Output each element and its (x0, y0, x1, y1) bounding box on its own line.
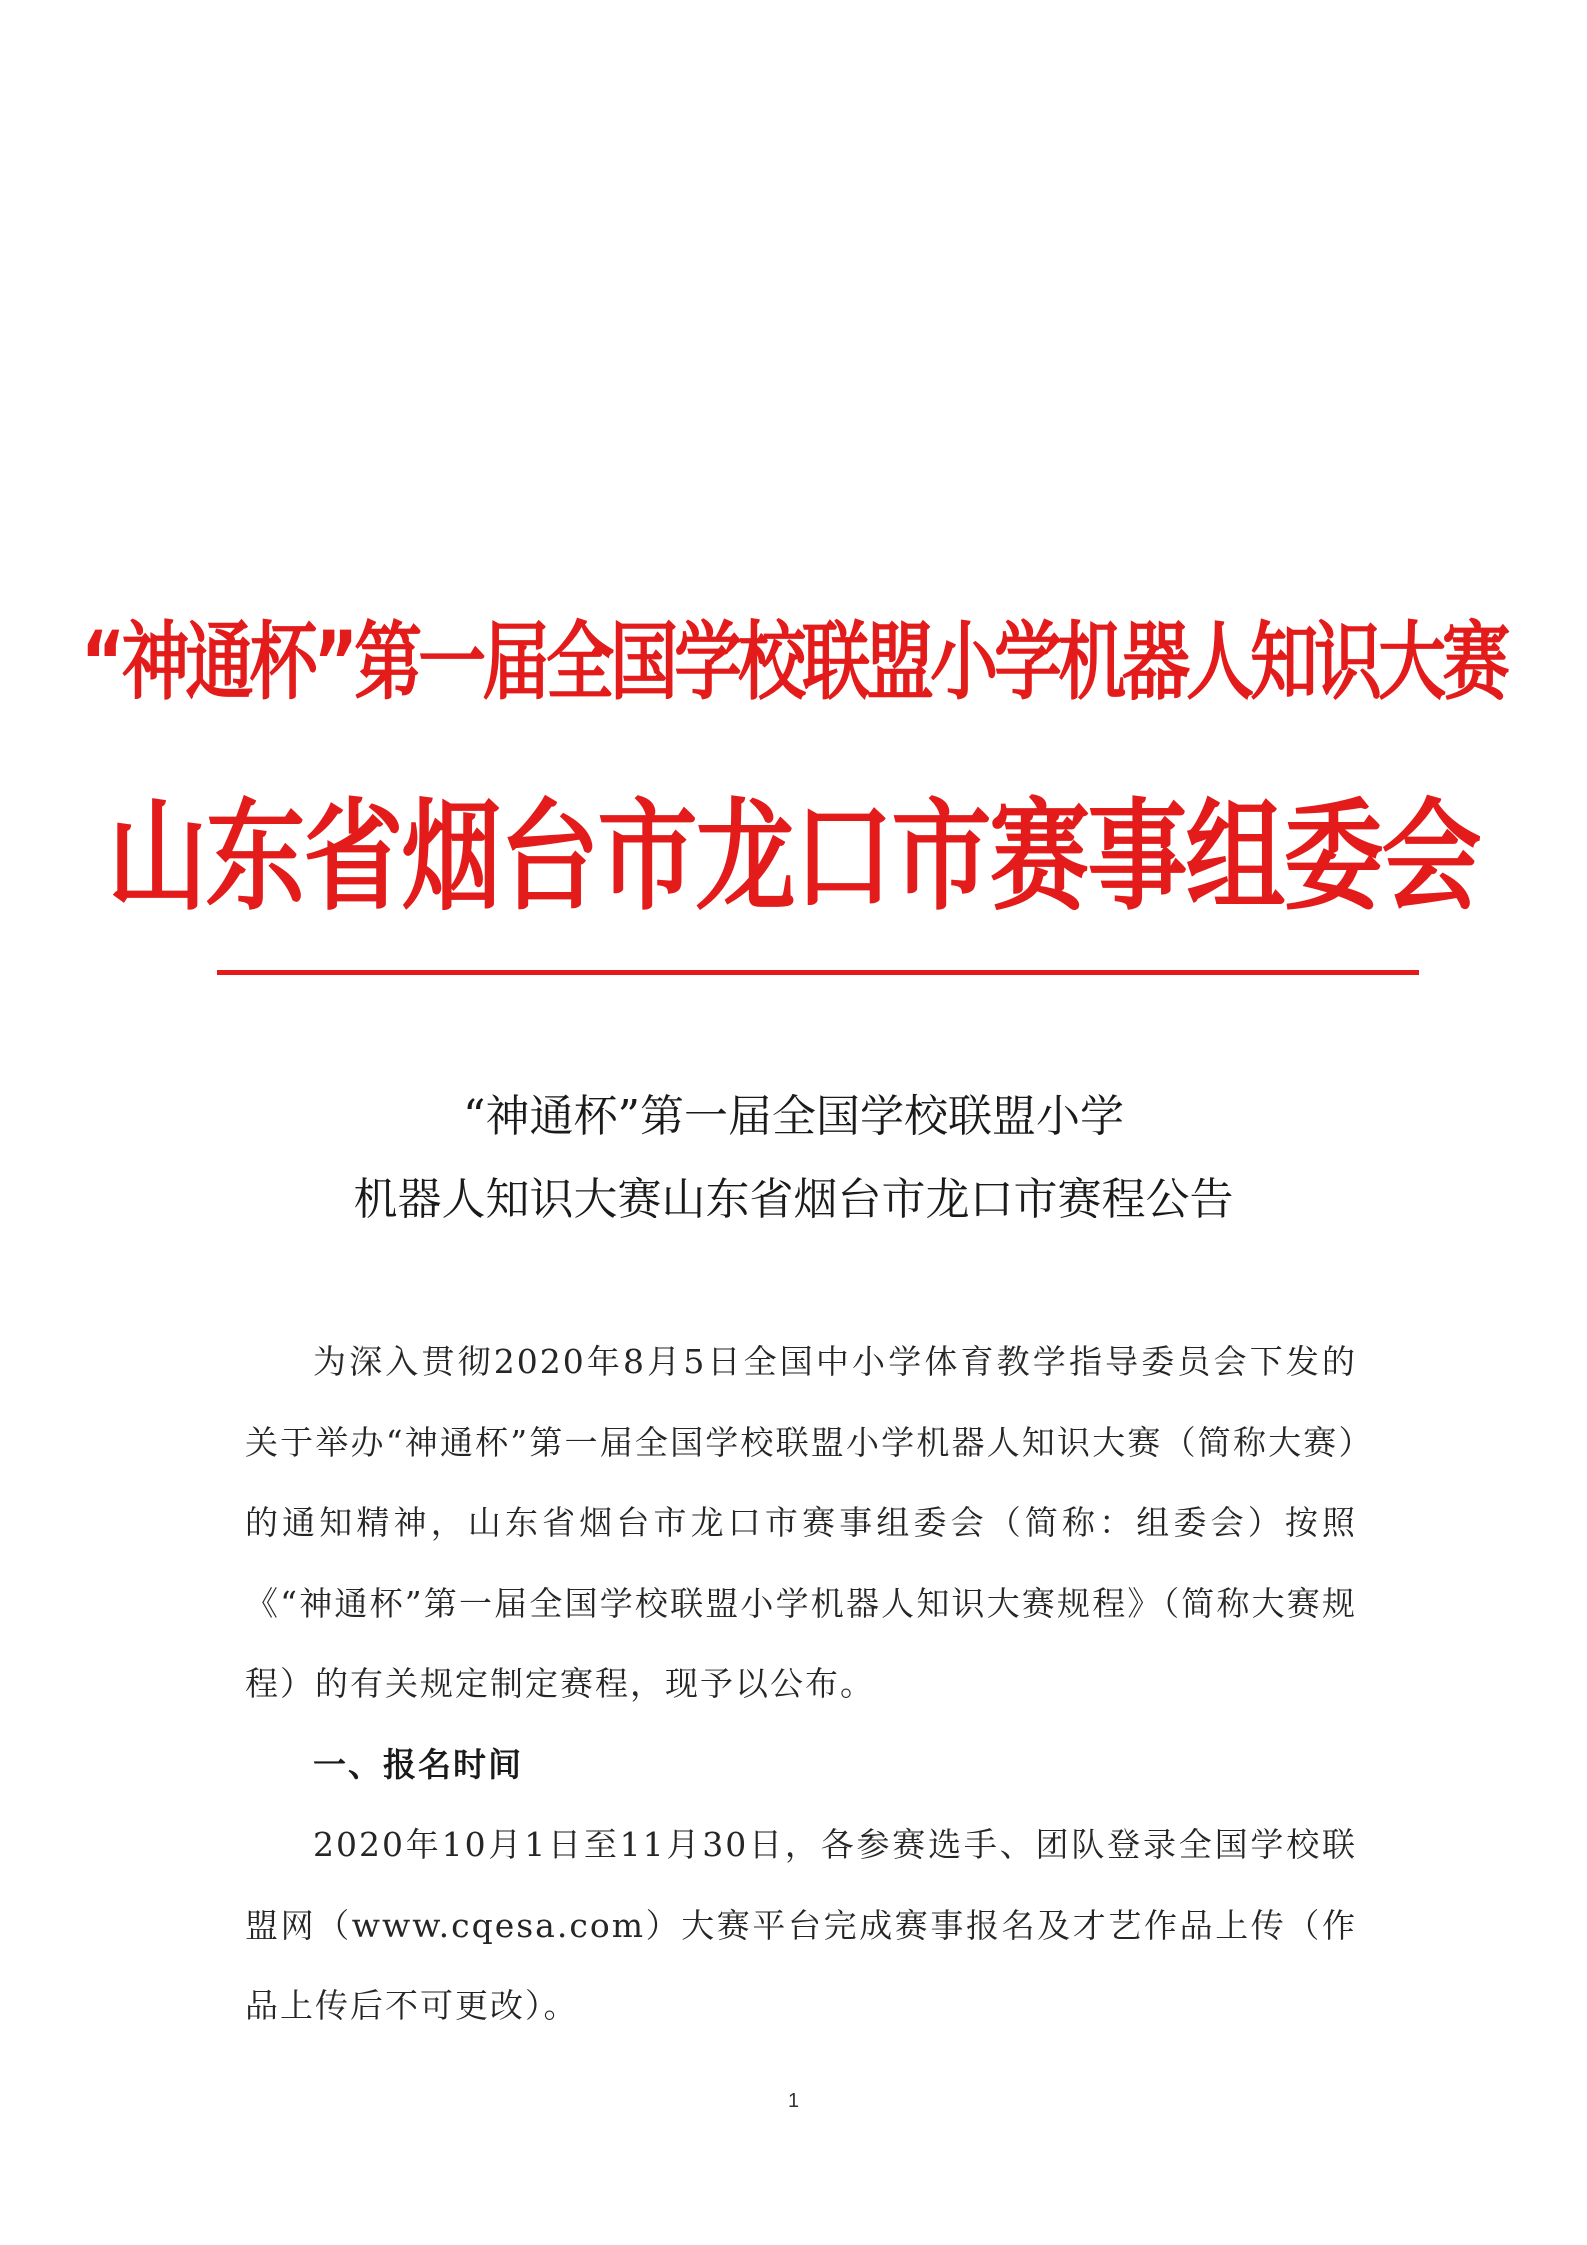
section-heading-registration-time: 一、报名时间 (313, 1744, 523, 1784)
header-organizer-name: 山东省烟台市龙口市赛事组委会 (107, 786, 1480, 927)
header-competition-name: “神通杯”第一届全国学校联盟小学机器人知识大赛 (80, 613, 1507, 713)
document-body (245, 1322, 1357, 2047)
page-number: 1 (787, 2090, 800, 2112)
intro-paragraph: 为深入贯彻2020年8月5日全国中小学体育教学指导委员会下发的关于举办“神通杯”第一届全国学校联盟小学机器人知识大赛（简称大赛）的通知精神，山东省烟台市龙口市赛事组委会（简称：组委会）按照《“神通杯”第一届全国学校联盟小学机器人知识大赛规程》（简称大赛规程）的有关规定制定赛程，现予以公布。 (245, 1342, 1357, 1703)
document-title-line-1: “神通杯”第一届全国学校联盟小学 (463, 1091, 1124, 1142)
header-divider-rule (217, 970, 1419, 975)
registration-time-paragraph: 2020年10月1日至11月30日，各参赛选手、团队登录全国学校联盟网（www.cqesa.com）大赛平台完成赛事报名及才艺作品上传（作品上传后不可更改）。 (245, 1825, 1357, 2025)
document-title-line-2: 机器人知识大赛山东省烟台市龙口市赛程公告 (353, 1174, 1234, 1225)
